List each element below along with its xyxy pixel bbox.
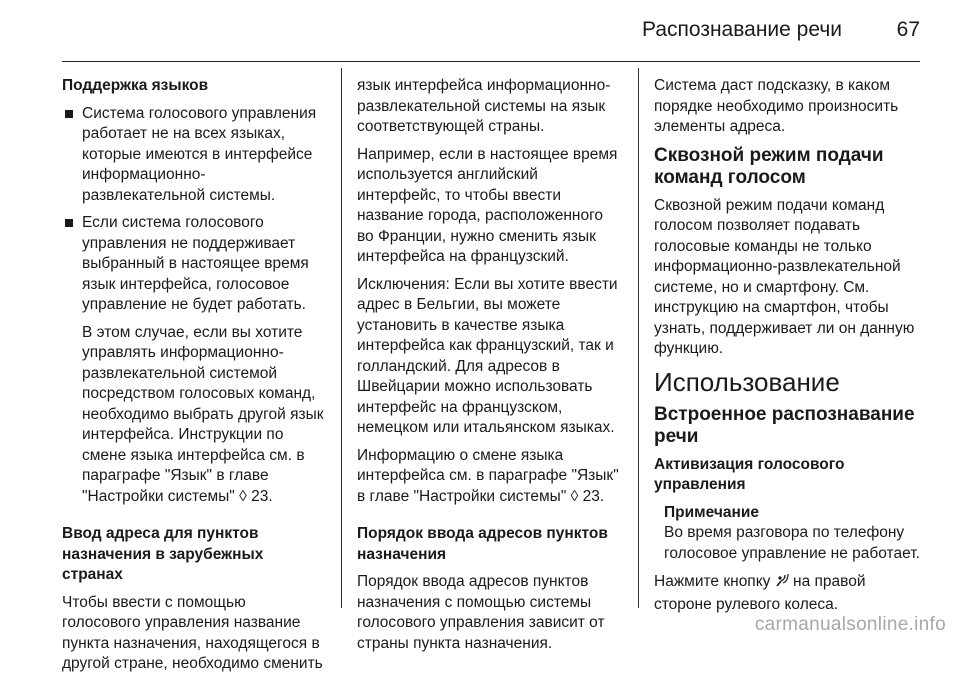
page-header	[0, 0, 960, 60]
header-rule	[62, 61, 920, 62]
note-text: Во время разговора по телефону голосовое управление не работает.	[664, 524, 920, 562]
paragraph: Чтобы ввести с помощью голосового управления название пункта назначения, находящегося в другой стране, необходимо сменить	[62, 593, 323, 672]
bullet-square-icon	[65, 219, 73, 227]
column-3	[654, 76, 922, 622]
paragraph: Информацию о смене языка интерфейса см. в параграфе "Язык" в главе "Настройки системы" ◊ 23.	[357, 446, 619, 505]
column-divider-2	[638, 68, 639, 608]
paragraph: Сквозной режим подачи команд голосом позволяет подавать голосовые команды не только информационно-развлекательной системе, но и смартфону. См. инструкцию на смартфон, чтобы узнать, поддерживает ли он данную функцию.	[654, 196, 915, 357]
note-block	[654, 503, 922, 565]
heading-address-order: Порядок ввода адресов пунктов назначения	[357, 525, 608, 563]
bullet-square-icon	[65, 110, 73, 118]
watermark: carmanualsonline.info	[754, 614, 946, 635]
page-number: 67	[896, 18, 920, 41]
voice-button-icon	[775, 572, 789, 595]
heading-usage: Использование	[654, 366, 840, 397]
bullet-text: Система голосового управления работает не на всех языках, которые имеются в интерфейсе информационно-развлекательной системы.	[82, 104, 317, 204]
bullet-text: Если система голосового управления не поддерживает выбранный в настоящее время язык интерфейса, голосовое управление не будет работать.	[82, 214, 309, 313]
paragraph-press-button: Нажмите кнопку на правой стороне рулевого колеса.	[654, 573, 866, 613]
paragraph: Система даст подсказку, в каком порядке необходимо произносить элементы адреса.	[654, 77, 899, 135]
paragraph: язык интерфейса информационно-развлекательной системы на язык соответствующей страны.	[357, 77, 611, 135]
paragraph: Исключения: Если вы хотите ввести адрес в Бельгии, вы можете установить в качестве языка интерфейса как французский, так и голландский. Для адресов в Швейцарии можно использовать интерфейс на французском, немецком или итальянском языках.	[357, 275, 618, 436]
paragraph: Порядок ввода адресов пунктов назначения с помощью системы голосового управления зависит от страны пункта назначения.	[357, 573, 605, 652]
heading-voice-passthrough: Сквозной режим подачи команд голосом	[654, 144, 884, 188]
column-2	[357, 76, 623, 661]
heading-language-support: Поддержка языков	[62, 77, 209, 94]
column-1	[62, 76, 324, 682]
bullet-item	[62, 104, 324, 207]
heading-builtin-recognition: Встроенное распознавание речи	[654, 403, 915, 447]
paragraph: Например, если в настоящее время используется английский интерфейс, то чтобы ввести название города, расположенного во Франции, нужно сменить язык интерфейса на французский.	[357, 145, 618, 265]
page-title: Распознавание речи	[642, 18, 842, 41]
bullet-item	[62, 213, 324, 316]
bullet-continuation: В этом случае, если вы хотите управлять информационно-развлекательной системой посредством голосовых команд, необходимо выбрать другой язык интерфейса. Инструкции по смене языка интерфейса см. в параграфе "Язык" в главе "Настройки системы" ◊ 23.	[82, 323, 324, 505]
column-divider-1	[341, 68, 342, 608]
heading-foreign-destinations: Ввод адреса для пунктов назначения в зарубежных странах	[62, 525, 264, 583]
heading-activation: Активизация голосового управления	[654, 455, 845, 493]
note-title: Примечание	[664, 503, 759, 521]
